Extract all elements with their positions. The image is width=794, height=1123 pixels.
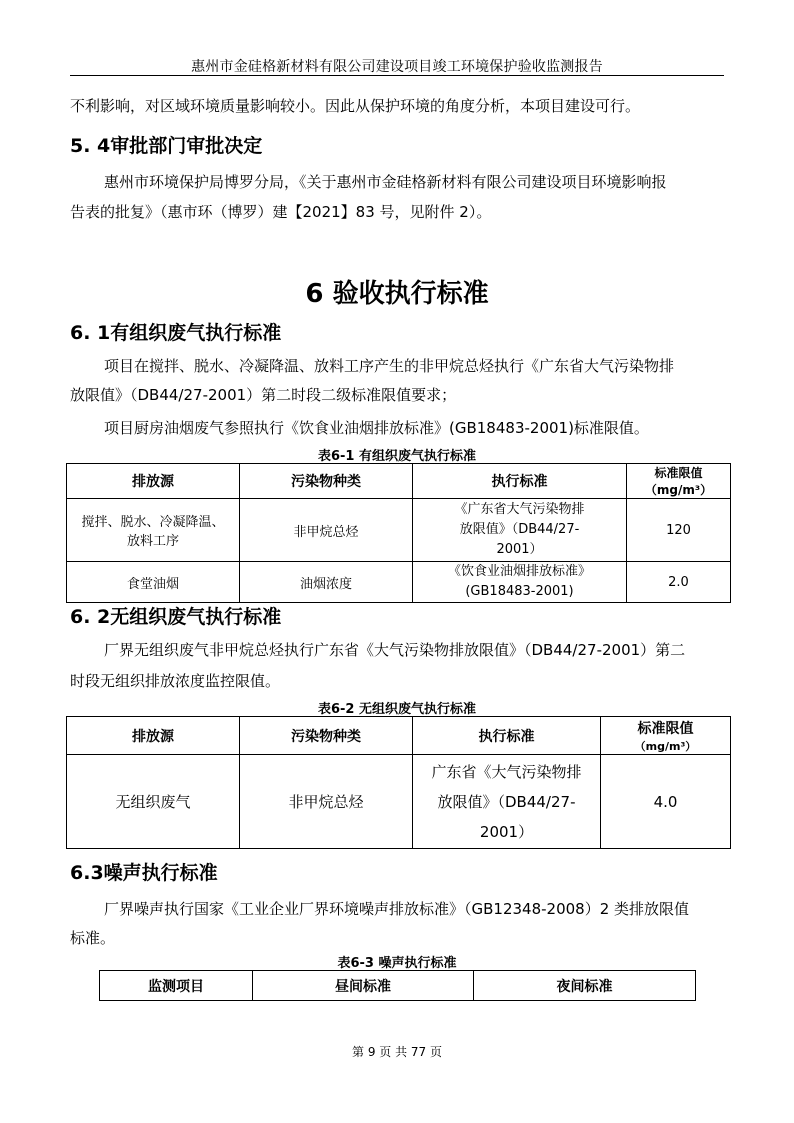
table-6-3 [99,970,696,1001]
table-row [67,499,731,562]
section-6-1-text-line2: 放限值》（DB44/27-2001）第二时段二级标准限值要求； [70,386,457,404]
cell-standard [413,562,627,603]
chapter-title: 6 验收执行标准 [305,279,489,309]
section-5-4-text-line2: 告表的批复》（惠市环（博罗）建【2021】83 号，见附件 2）。 [70,203,492,221]
header-pollutant: 污染物种类 [240,464,413,499]
table-header-row [67,464,731,499]
cell-line: 2001） [496,542,543,557]
section-6-3-title: 6.3噪声执行标准 [70,862,218,884]
header-monitoring-item: 监测项目 [100,971,253,1001]
section-6-3-text-line1: 厂界噪声执行国家《工业企业厂界环境噪声排放标准》（GB12348-2008）2 类排放限值 [104,900,690,918]
table-header-row [100,971,696,1001]
cell-line: 搅拌、脱水、冷凝降温、 [81,515,225,530]
header-pollutant: 污染物种类 [240,717,413,755]
table-6-2-caption: 表6-2 无组织废气执行标准 [317,702,476,717]
section-6-2-text-line2: 时段无组织排放浓度监控限值。 [70,672,281,690]
section-6-1-text-line3: 项目厨房油烟废气参照执行《饮食业油烟排放标准》(GB18483-2001)标准限值。 [104,419,649,437]
cell-source: 食堂油烟 [67,562,240,603]
cell-line: 放限值》（DB44/27- [459,522,580,537]
cell-line: (GB18483-2001) [465,584,574,599]
cell-line: 《饮食业油烟排放标准》 [447,564,591,579]
cell-standard [413,499,627,562]
table-6-3-caption: 表6-3 噪声执行标准 [337,956,457,971]
header-rule [70,75,724,76]
cell-source: 无组织废气 [67,755,240,849]
header-limit: 标准限值（mg/m³） [627,464,731,499]
cell-pollutant: 油烟浓度 [240,562,413,603]
cell-limit: 2.0 [627,562,731,603]
header-standard: 执行标准 [413,464,627,499]
cell-line: 标准限值 [637,720,694,737]
header-source: 排放源 [67,717,240,755]
cell-standard [413,755,601,849]
page-footer: 第 9 页 共 77 页 [352,1045,442,1059]
cell-limit: 4.0 [601,755,731,849]
cell-line: 广东省《大气污染物排 [431,762,582,781]
cell-line: 2001） [479,822,534,841]
cell-line: 《广东省大气污染物排 [454,502,585,517]
cell-pollutant: 非甲烷总烃 [240,499,413,562]
cell-line: （mg/m³） [634,739,697,753]
cell-line: 放限值》（DB44/27- [437,792,576,811]
header-nighttime-standard: 夜间标准 [474,971,696,1001]
table-6-1-caption: 表6-1 有组织废气执行标准 [317,449,476,464]
table-row [67,562,731,603]
section-6-2-title: 6. 2无组织废气执行标准 [70,606,282,628]
section-5-4-title: 5. 4审批部门审批决定 [70,135,263,157]
section-5-4-text-line1: 惠州市环境保护局博罗分局，《关于惠州市金硅格新材料有限公司建设项目环境影响报 [104,173,667,191]
table-header-row [67,717,731,755]
table-6-1 [66,463,731,603]
cell-line: 放料工序 [126,534,179,549]
table-6-2 [66,716,731,849]
header-source: 排放源 [67,464,240,499]
cell-source [67,499,240,562]
cell-pollutant: 非甲烷总烃 [240,755,413,849]
intro-paragraph: 不利影响，对区域环境质量影响较小。因此从保护环境的角度分析，本项目建设可行。 [70,97,641,115]
section-6-2-text-line1: 厂界无组织废气非甲烷总烃执行广东省《大气污染物排放限值》（DB44/27-2001）第二 [104,641,686,659]
page-header: 惠州市金硅格新材料有限公司建设项目竣工环境保护验收监测报告 [191,59,603,75]
section-6-1-text-line1: 项目在搅拌、脱水、冷凝降温、放料工序产生的非甲烷总烃执行《广东省大气污染物排 [104,357,675,375]
cell-limit: 120 [627,499,731,562]
section-6-3-text-line2: 标准。 [70,929,116,947]
header-standard: 执行标准 [413,717,601,755]
section-6-1-title: 6. 1有组织废气执行标准 [70,322,282,344]
header-limit [601,717,731,755]
header-daytime-standard: 昼间标准 [253,971,474,1001]
table-row [67,755,731,849]
